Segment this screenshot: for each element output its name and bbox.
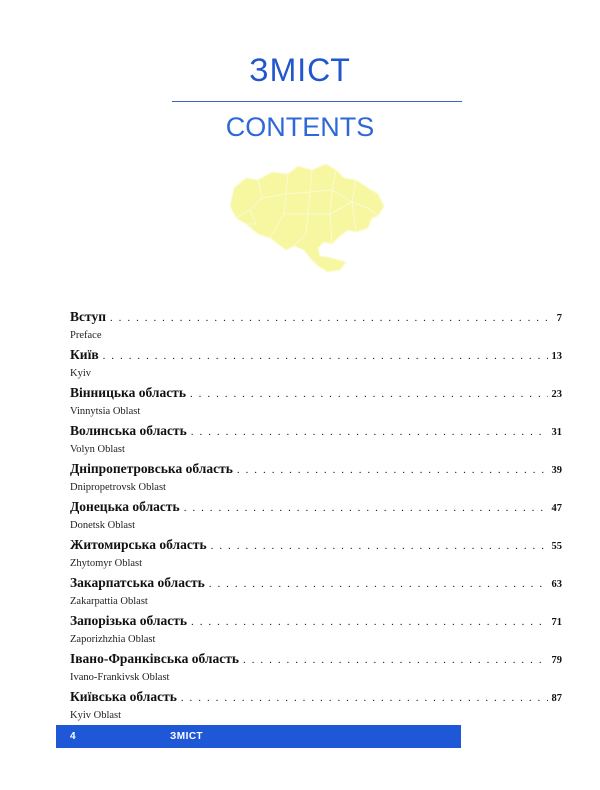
toc-entry[interactable] — [70, 308, 562, 346]
toc-entry-subtitle: Ivano-Frankivsk Oblast — [70, 672, 170, 683]
toc-entry-title: Закарпатська область — [70, 575, 205, 590]
dot-leader — [181, 689, 548, 707]
footer-page-number: 4 — [70, 731, 76, 742]
toc-entry-title: Запорізька область — [70, 613, 187, 628]
toc-entry-subtitle: Preface — [70, 330, 102, 341]
toc-entry-title: Київська область — [70, 689, 177, 704]
toc-entry-title: Івано-Франківська область — [70, 651, 240, 666]
toc-entry-page: 31 — [551, 427, 562, 438]
toc-entry-page: 7 — [556, 313, 562, 324]
toc-entry[interactable] — [70, 688, 562, 726]
toc-entry-page: 63 — [551, 579, 562, 590]
toc-entry[interactable] — [70, 460, 562, 498]
toc-entry-page: 13 — [551, 351, 562, 362]
toc-entry[interactable] — [70, 384, 562, 422]
dot-leader — [209, 575, 548, 593]
toc-entry-subtitle: Zakarpattia Oblast — [70, 596, 148, 607]
toc-entry[interactable] — [70, 574, 562, 612]
dot-leader — [191, 613, 548, 631]
toc-entry-subtitle: Zaporizhzhia Oblast — [70, 634, 156, 645]
table-of-contents — [70, 308, 562, 726]
toc-entry[interactable] — [70, 612, 562, 650]
toc-entry-subtitle: Donetsk Oblast — [70, 520, 136, 531]
toc-entry[interactable] — [70, 346, 562, 384]
page-title-ukrainian: ЗМІСТ — [249, 52, 351, 88]
toc-entry[interactable] — [70, 650, 562, 688]
dot-leader — [243, 651, 547, 669]
dot-leader — [110, 309, 553, 327]
toc-entry[interactable] — [70, 498, 562, 536]
toc-entry-title: Житомирська область — [70, 537, 207, 552]
toc-entry-page: 39 — [551, 465, 562, 476]
toc-entry-title: Волинська область — [70, 423, 187, 438]
toc-entry-subtitle: Dnipropetrovsk Oblast — [70, 482, 166, 493]
toc-entry-subtitle: Volyn Oblast — [70, 444, 125, 455]
toc-entry-page: 47 — [551, 503, 562, 514]
toc-entry[interactable] — [70, 422, 562, 460]
page-title-english: CONTENTS — [225, 112, 375, 142]
toc-entry-subtitle: Zhytomyr Oblast — [70, 558, 143, 569]
footer-bar — [56, 725, 461, 748]
toc-entry-page: 55 — [551, 541, 562, 552]
toc-entry-subtitle: Kyiv — [70, 368, 91, 379]
dot-leader — [237, 461, 548, 479]
toc-entry-title: Вступ — [70, 309, 106, 324]
dot-leader — [184, 499, 548, 517]
toc-entry-title: Вінницька область — [70, 385, 186, 400]
toc-entry-page: 87 — [551, 693, 562, 704]
toc-entry-title: Дніпропетровська область — [70, 461, 233, 476]
ukraine-map-icon — [228, 158, 388, 276]
toc-entry-title: Київ — [70, 347, 99, 362]
footer-section-title: ЗМІСТ — [170, 731, 203, 742]
toc-entry-page: 71 — [551, 617, 562, 628]
title-divider — [172, 101, 462, 102]
toc-entry-subtitle: Vinnytsia Oblast — [70, 406, 141, 417]
toc-entry-page: 23 — [551, 389, 562, 400]
dot-leader — [191, 423, 548, 441]
dot-leader — [103, 347, 548, 365]
toc-entry-subtitle: Kyiv Oblast — [70, 710, 122, 721]
dot-leader — [211, 537, 548, 555]
dot-leader — [190, 385, 548, 403]
toc-entry[interactable] — [70, 536, 562, 574]
toc-entry-title: Донецька область — [70, 499, 180, 514]
toc-entry-page: 79 — [551, 655, 562, 666]
